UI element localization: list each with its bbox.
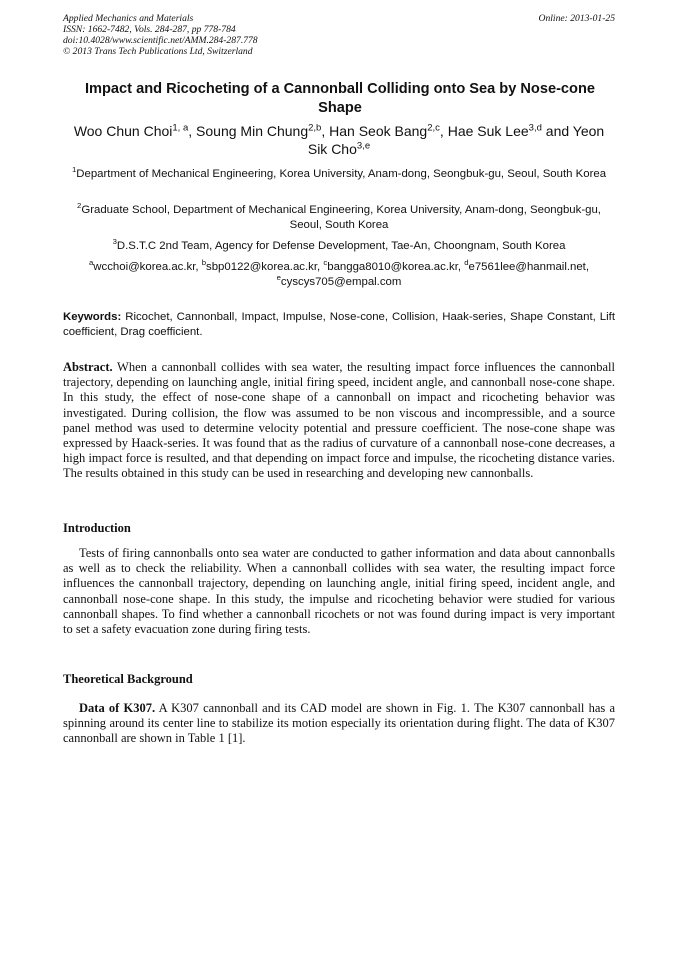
author: Woo Chun Choi$^{1, a}$, [73, 122, 197, 139]
paper-title: Impact and Ricocheting of a Cannonball Colliding onto Sea by Nose-cone Shape [84, 81, 595, 116]
keywords-block [63, 310, 615, 340]
affiliation-1: $^1$Department of Mechanical Engineering, Korea University, Anam-dong, Seongbuk-gu, Seoul, South Korea [71, 165, 607, 180]
k307-paragraph [63, 701, 615, 747]
copyright-line: © 2013 Trans Tech Publications Ltd, Switzerland [63, 46, 253, 57]
author-list [63, 122, 615, 158]
author: Soung Min Chung$^{2,b}$, [196, 122, 330, 139]
author: Hae Suk Lee$^{3,d}$ [447, 122, 542, 139]
doi-line: doi:10.4028/www.scientific.net/AMM.284-287.778 [63, 35, 258, 46]
keywords-text: Ricochet, Cannonball, Impact, Impulse, Nose-cone, Collision, Haak-series, Shape Constant, Lift coefficient, Drag coefficient. [63, 311, 615, 338]
theory-heading: Theoretical Background [63, 672, 193, 686]
introduction-paragraph: Tests of firing cannonballs onto sea water are conducted to gather information and data about cannonballs as well as to check the reliability. When a cannonball collides with sea water, the resulting impact force influences the cannonball trajectory, depending on launching angle, initial firing speed, incident angle, and cannonball nose-cone shape. In this study, the impulse and ricocheting behavior were studied for various cannonball shapes. To find whether a cannonball ricochets or not was found during impact is very important to set a safety evacuation zone during firing tests. [63, 546, 615, 637]
issn-line: ISSN: 1662-7482, Vols. 284-287, pp 778-784 [63, 24, 236, 35]
affiliation-2: $^2$Graduate School, Department of Mechanical Engineering, Korea University, Anam-dong, Seongbuk-gu, Seoul, South Korea [77, 201, 601, 231]
abstract-text: When a cannonball collides with sea water, the resulting impact force influences the cannonball trajectory, depending on launching angle, initial firing speed, incident angle, and cannonball nose-cone shape. In this study, the effect of nose-cone shape of a cannonball on impact and ricocheting behavior was investigated. During collision, the flow was assumed to be non viscous and incompressible, and a source panel method was used to determine velocity potential and pressure coefficient. The nose-cone shape was expressed by Haack-series. It was found that as the radius of curvature of a cannonball nose-cone decreases, a high impact force is resulted, and that depending on impact force and impulse, the ricocheting distance varies. The results obtained in this study can be used in researching and developing new cannonballs. [63, 360, 615, 481]
email-address[interactable]: $^c$bangga8010@korea.ac.kr [323, 258, 458, 273]
k307-label: Data of K307. [79, 701, 156, 715]
author: Han Seok Bang$^{2,c}$, [329, 122, 448, 139]
abstract-label: Abstract. [63, 360, 113, 374]
email-address[interactable]: $^e$cyscys705@empal.com [276, 273, 402, 288]
email-address[interactable]: $^b$sbp0122@korea.ac.kr [201, 258, 318, 273]
affiliation-3: $^3$D.S.T.C 2nd Team, Agency for Defense Development, Tae-An, Choongnam, South Korea [112, 237, 566, 252]
journal-header [63, 13, 615, 57]
introduction-heading: Introduction [63, 521, 131, 535]
author: and Yeon Sik Cho$^{3,e}$ [307, 123, 605, 157]
k307-text: A K307 cannonball and its CAD model are shown in Fig. 1. The K307 cannonball has a spinning around its center line to stabilize its motion especially its orientation during flight. The data of K307 cannonball are shown in Table 1 [1]. [63, 701, 615, 746]
journal-name: Applied Mechanics and Materials [63, 13, 194, 24]
email-address[interactable]: $^a$wcchoi@korea.ac.kr [88, 258, 196, 273]
online-date: Online: 2013-01-25 [538, 13, 615, 24]
email-address[interactable]: $^d$e7561lee@hanmail.net [464, 258, 586, 273]
email-list: $^a$wcchoi@korea.ac.kr, $^b$sbp0122@korea.ac.kr, $^c$bangga8010@korea.ac.kr, $^d$e7561lee@hanmail.net, $^e$cyscys705@empal.com [88, 258, 590, 288]
keywords-label: Keywords: [63, 311, 122, 323]
abstract-block [63, 360, 615, 482]
